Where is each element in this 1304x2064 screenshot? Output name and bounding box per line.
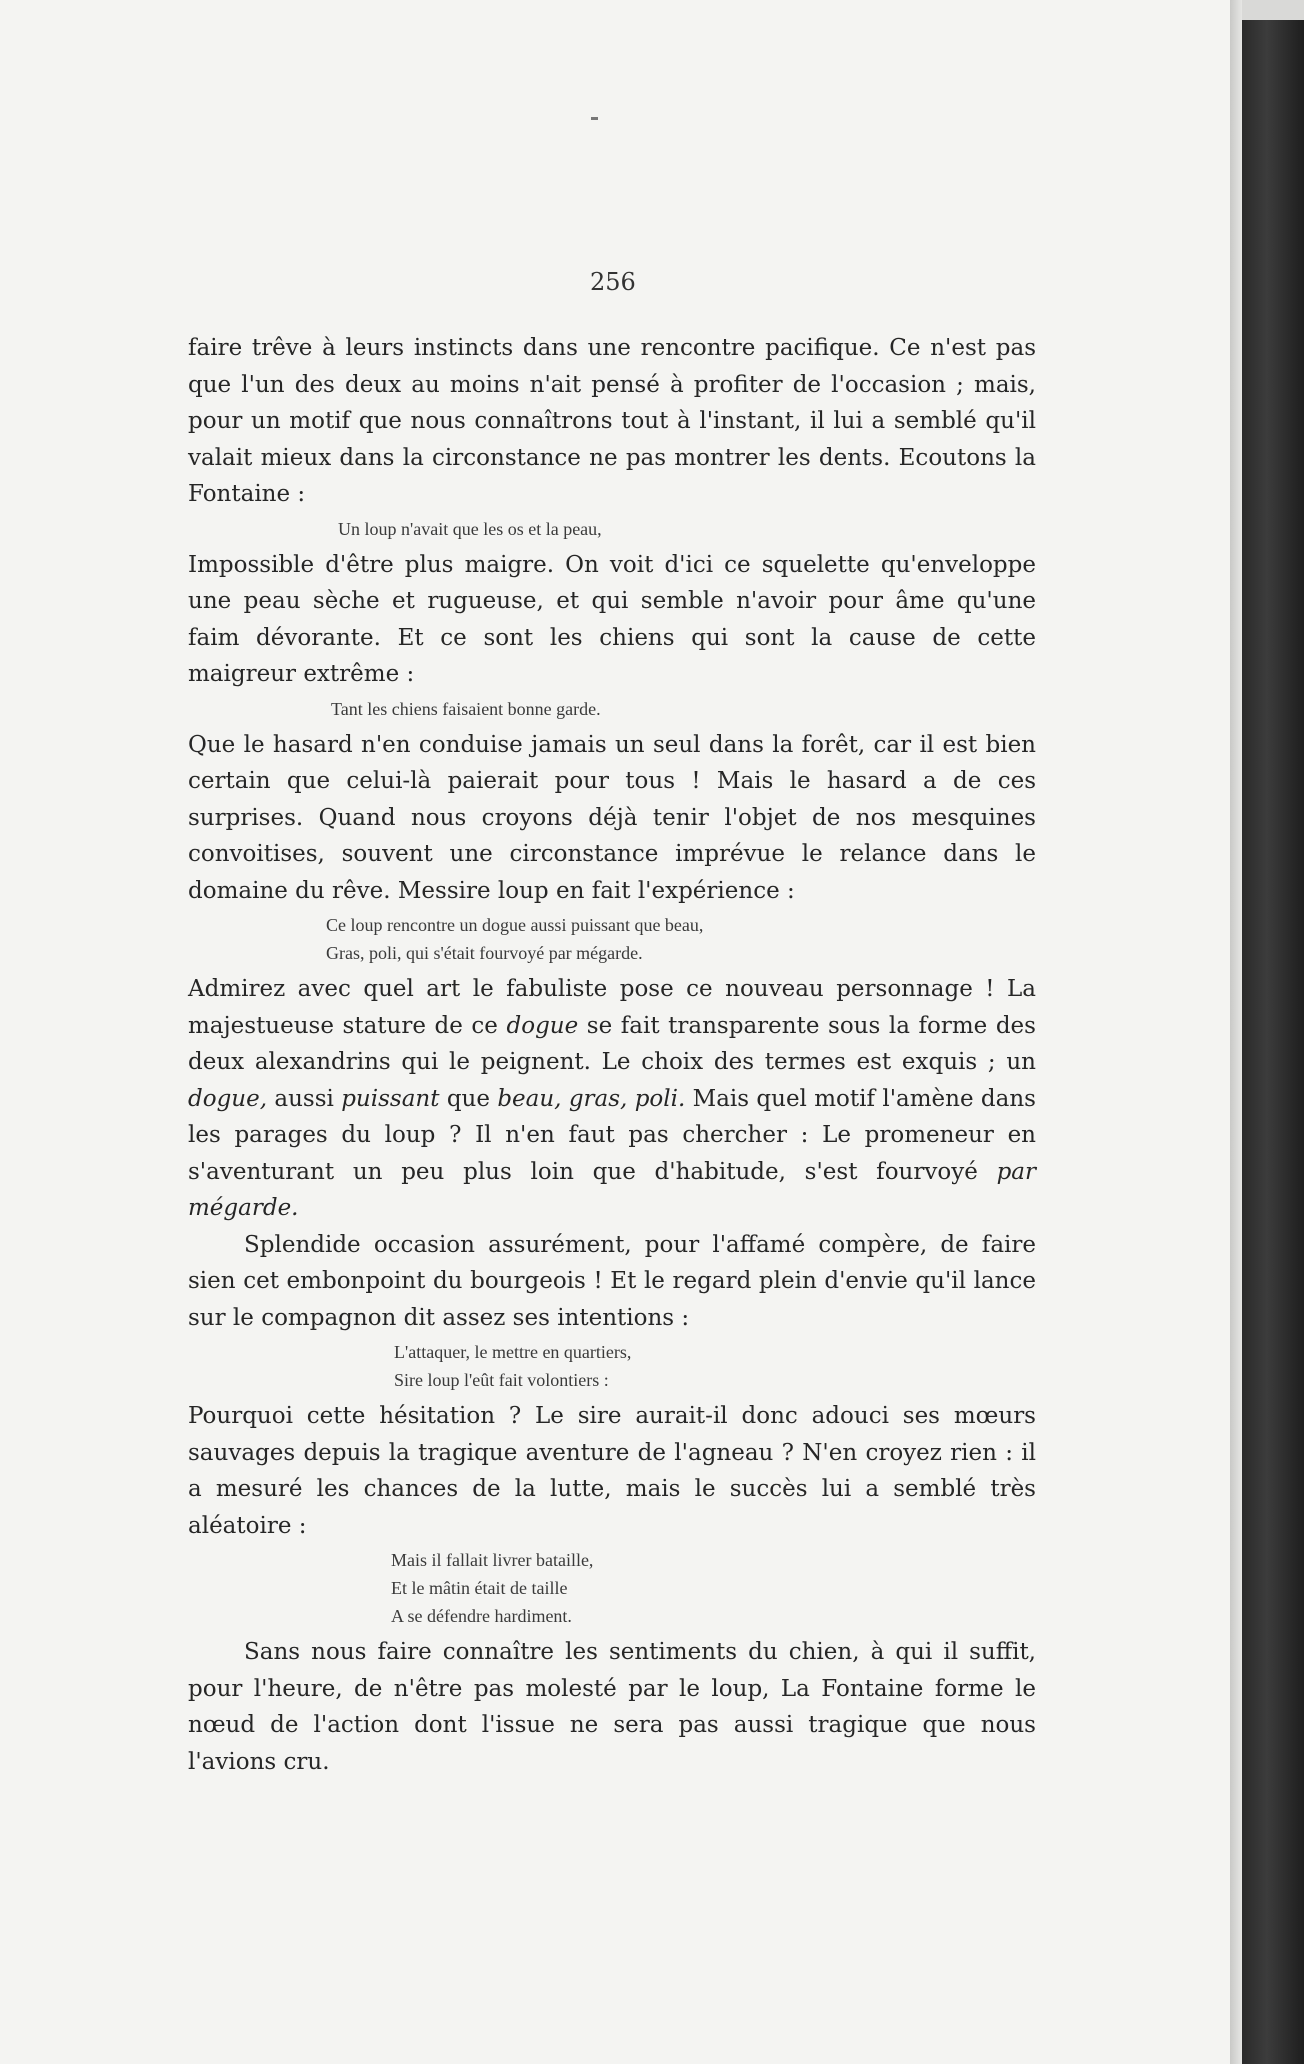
paragraph-5: Splendide occasion assurément, pour l'affamé compère, de faire sien cet embonpoint du bourgeois ! Et le regard plein d'envie qu'il lance sur le compagnon dit assez ses intentions : — [188, 1231, 1036, 1331]
text-run: Mais quel motif l'amène dans les parages du loup ? Il n'en faut pas chercher : Le promeneur en s'aventurant un peu plus loin que d'habitude, s'est fourvoyé — [188, 1085, 1036, 1185]
page-body — [188, 330, 1036, 1780]
verse-quote-4 — [188, 1338, 1036, 1394]
paragraph-7: Sans nous faire connaître les sentiments du chien, à qui il suffit, pour l'heure, de n'être pas molesté par le loup, La Fontaine forme le nœud de l'action dont l'issue ne sera pas aussi tragique que nous l'avions cru. — [188, 1639, 1036, 1775]
verse-line: Mais il fallait livrer bataille, — [391, 1550, 594, 1570]
verse-line: Sire loup l'eût fait volontiers : — [394, 1370, 609, 1390]
verse-quote-3 — [188, 911, 1036, 967]
verse-quote-2 — [188, 695, 1036, 723]
paragraph-2: Impossible d'être plus maigre. On voit d'ici ce squelette qu'enveloppe une peau sèche et rugueuse, et qui semble n'avoir pour âme qu'une faim dévorante. Et ce sont les chiens qui sont la cause de cette maigreur extrême : — [188, 551, 1036, 687]
verse-line: Ce loup rencontre un dogue aussi puissant que beau, — [326, 915, 704, 935]
italic-term: dogue — [506, 1012, 579, 1039]
italic-term: par mégarde. — [188, 1158, 1036, 1221]
italic-term: beau, gras, poli. — [497, 1085, 686, 1112]
italic-term: dogue, — [188, 1085, 268, 1112]
verse-quote-1 — [188, 515, 1036, 543]
verse-line: Gras, poli, qui s'était fourvoyé par mégarde. — [326, 943, 643, 963]
stray-ink-mark — [591, 117, 598, 120]
italic-term: puissant — [341, 1085, 440, 1112]
paragraph-3: Que le hasard n'en conduise jamais un seul dans la forêt, car il est bien certain que celui-là paierait pour tous ! Mais le hasard a de ces surprises. Quand nous croyons déjà tenir l'objet de nos mesquines convoitises, souvent une circonstance imprévue le relance dans le domaine du rêve. Messire loup en fait l'expérience : — [188, 731, 1036, 904]
paragraph-1: faire trêve à leurs instincts dans une rencontre pacifique. Ce n'est pas que l'un des deux au moins n'ait pensé à profiter de l'occasion ; mais, pour un motif que nous connaîtrons tout à l'instant, il lui a semblé qu'il valait mieux dans la circonstance ne pas montrer les dents. Ecoutons la Fontaine : — [188, 335, 1036, 507]
verse-line: L'attaquer, le mettre en quartiers, — [394, 1342, 632, 1362]
verse-line: Tant les chiens faisaient bonne garde. — [331, 698, 601, 719]
verse-line: A se défendre hardiment. — [391, 1606, 572, 1626]
verse-quote-5 — [188, 1546, 1036, 1630]
paragraph-4 — [188, 971, 1036, 1227]
verse-line: Un loup n'avait que les os et la peau, — [338, 518, 602, 539]
text-run: Admirez avec quel art le fabuliste pose ce nouveau personnage ! La majestueuse stature de ce — [188, 976, 1036, 1039]
page-edge-shadow — [1230, 0, 1242, 2064]
text-run: se fait transparente sous la forme des deux alexandrins qui le peignent. Le choix des termes est exquis ; un — [188, 1012, 1036, 1075]
page-number: 256 — [590, 268, 636, 296]
text-run: que — [439, 1085, 498, 1112]
verse-line: Et le mâtin était de taille — [391, 1578, 568, 1598]
text-run: aussi — [267, 1085, 342, 1112]
paragraph-6: Pourquoi cette hésitation ? Le sire aurait-il donc adouci ses mœurs sauvages depuis la tragique aventure de l'agneau ? N'en croyez rien : il a mesuré les chances de la lutte, mais le succès lui a semblé très aléatoire : — [188, 1403, 1036, 1539]
book-spine — [1242, 20, 1304, 2064]
